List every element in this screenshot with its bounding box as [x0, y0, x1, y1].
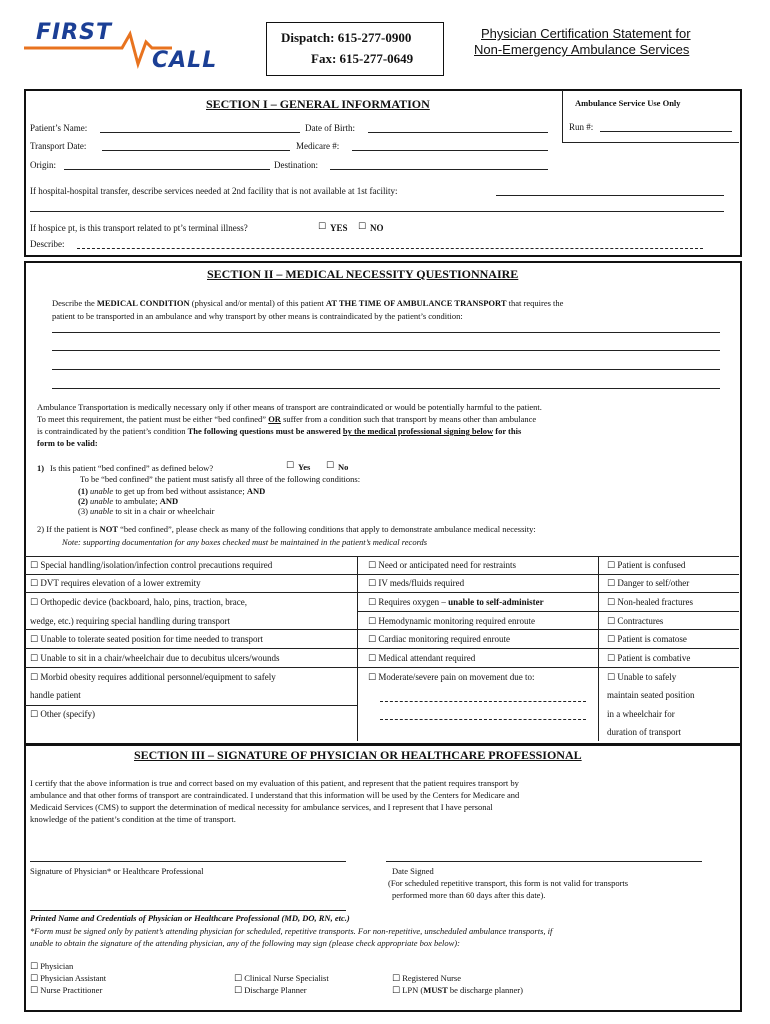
cond-pain[interactable]: ☐ Moderate/severe pain on movement due to:: [368, 672, 535, 683]
cond-confused[interactable]: ☐ Patient is confused: [607, 560, 686, 571]
transport-date-field[interactable]: [102, 150, 290, 151]
condition-line-4[interactable]: [52, 388, 720, 389]
document-title-1: Physician Certification Statement for: [481, 26, 691, 41]
q2-note: Note: supporting documentation for any boxes checked must be maintained in the patient’s medical records: [62, 537, 428, 547]
pain-field-2[interactable]: [380, 719, 586, 720]
cond-fractures[interactable]: ☐ Non-healed fractures: [607, 597, 694, 608]
cond-danger[interactable]: ☐ Danger to self/other: [607, 578, 690, 589]
ambulance-use-label: Ambulance Service Use Only: [575, 98, 681, 108]
pain-field-1[interactable]: [380, 701, 586, 702]
condition-line-3[interactable]: [52, 369, 720, 370]
necessity-para-3: is contraindicated by the patient’s condition The following questions must be answered by the medical professional signing below for this: [37, 426, 522, 436]
certification-3: Medicaid Services (CMS) to support the determination of medical necessity for ambulance services, and I represent that I have personal: [30, 802, 493, 812]
cond-unable-seated-4: duration of transport: [607, 727, 681, 737]
cond-iv-meds[interactable]: ☐ IV meds/fluids required: [368, 578, 465, 589]
describe-label: Describe:: [30, 239, 65, 249]
signer-note-2: unable to obtain the signature of the attending physician, any of the following may sign (please check appropriate box below):: [30, 938, 460, 948]
q1-no-label: No: [338, 462, 349, 472]
transfer-question: If hospital-hospital transfer, describe services needed at 2nd facility that is not available at 1st facility:: [30, 186, 398, 196]
cond-combative[interactable]: ☐ Patient is combative: [607, 653, 691, 664]
document-title-2: Non-Emergency Ambulance Services: [474, 42, 690, 57]
condition-2: (2) unable to ambulate; AND: [78, 496, 179, 506]
cond-special-handling[interactable]: ☐ Special handling/isolation/infection control precautions required: [30, 560, 273, 571]
destination-field[interactable]: [330, 169, 548, 170]
date-note-2: performed more than 60 days after this date).: [392, 890, 546, 900]
certification-2: ambulance and that other forms of transport are contraindicated. I understand that this information will be used by the Centers for Medicare and: [30, 790, 520, 800]
condition-line-2[interactable]: [52, 350, 720, 351]
section-1-title: SECTION I – GENERAL INFORMATION: [206, 97, 430, 111]
describe-instruction: Describe the MEDICAL CONDITION (physical and/or mental) of this patient AT THE TIME OF AMBULANCE TRANSPORT that requires the: [52, 298, 564, 308]
opt-physician[interactable]: ☐ Physician: [30, 961, 74, 972]
opt-lpn[interactable]: ☐ LPN (MUST be discharge planner): [392, 985, 523, 996]
opt-nurse-practitioner[interactable]: ☐ Nurse Practitioner: [30, 985, 103, 996]
date-note-1: (For scheduled repetitive transport, this form is not valid for transports: [388, 878, 629, 888]
cond-cardiac[interactable]: ☐ Cardiac monitoring required enroute: [368, 634, 511, 645]
cond-orthopedic-2: wedge, etc.) requiring special handling during transport: [30, 616, 230, 626]
cond-decubitus[interactable]: ☐ Unable to sit in a chair/wheelchair due to decubitus ulcers/wounds: [30, 653, 280, 664]
hospice-yes-checkbox[interactable]: ☐: [318, 222, 327, 232]
signature-field[interactable]: [30, 861, 346, 862]
origin-label: Origin:: [30, 160, 56, 170]
necessity-para-2: To meet this requirement, the patient must be either “bed confined” OR suffer from a condition such that transport by means other than ambulance: [37, 414, 537, 424]
cond-oxygen[interactable]: ☐ Requires oxygen – unable to self-administer: [368, 597, 544, 608]
cond-restraints[interactable]: ☐ Need or anticipated need for restraints: [368, 560, 517, 571]
run-field[interactable]: [600, 131, 732, 132]
cond-unable-seated[interactable]: ☐ Unable to safely: [607, 672, 677, 683]
transport-date-label: Transport Date:: [30, 141, 87, 151]
signature-label: Signature of Physician* or Healthcare Professional: [30, 866, 204, 876]
date-signed-field[interactable]: [386, 861, 702, 862]
printed-name-field[interactable]: [30, 910, 346, 911]
hospice-no-label: NO: [370, 223, 384, 233]
q1-definition: To be “bed confined” the patient must satisfy all three of the following conditions:: [80, 474, 361, 484]
cond-comatose[interactable]: ☐ Patient is comatose: [607, 634, 687, 645]
certification-4: knowledge of the patient’s condition at the time of transport.: [30, 814, 236, 824]
q1-no-checkbox[interactable]: ☐: [326, 461, 335, 471]
section-2-title: SECTION II – MEDICAL NECESSITY QUESTIONNAIRE: [207, 267, 519, 281]
company-logo: [22, 18, 222, 80]
patient-name-field[interactable]: [100, 132, 300, 133]
hospice-yes-label: YES: [330, 223, 348, 233]
q1-yes-label: Yes: [298, 462, 311, 472]
certification-1: I certify that the above information is true and correct based on my evaluation of this patient, and represent that the patient requires transport by: [30, 778, 519, 788]
origin-field[interactable]: [64, 169, 270, 170]
transfer-field-2[interactable]: [30, 211, 724, 212]
hospice-question: If hospice pt, is this transport related to pt’s terminal illness?: [30, 223, 248, 233]
transfer-field[interactable]: [496, 195, 724, 196]
condition-line-1[interactable]: [52, 332, 720, 333]
cond-other[interactable]: ☐ Other (specify): [30, 709, 96, 720]
q1-text: Is this patient “bed confined” as defined below?: [50, 463, 214, 473]
cond-dvt[interactable]: ☐ DVT requires elevation of a lower extremity: [30, 578, 201, 589]
condition-1: (1) unable to get up from bed without assistance; AND: [78, 486, 266, 496]
date-signed-label: Date Signed: [392, 866, 434, 876]
cond-medical-attendant[interactable]: ☐ Medical attendant required: [368, 653, 476, 664]
destination-label: Destination:: [274, 160, 318, 170]
run-label: Run #:: [569, 122, 594, 132]
opt-registered-nurse[interactable]: ☐ Registered Nurse: [392, 973, 461, 984]
fax-number: Fax: 615-277-0649: [311, 51, 414, 66]
medicare-label: Medicare #:: [296, 141, 340, 151]
hospice-no-checkbox[interactable]: ☐: [358, 222, 367, 232]
logo-first: FIRST: [36, 20, 113, 45]
contact-box: [266, 22, 444, 76]
necessity-para-4: form to be valid:: [37, 438, 98, 448]
patient-name-label: Patient’s Name:: [30, 123, 88, 133]
cond-seated-tolerance[interactable]: ☐ Unable to tolerate seated position for time needed to transport: [30, 634, 264, 645]
opt-clinical-nurse-specialist[interactable]: ☐ Clinical Nurse Specialist: [234, 973, 329, 984]
cond-unable-seated-3: in a wheelchair for: [607, 709, 675, 719]
q1-yes-checkbox[interactable]: ☐: [286, 461, 295, 471]
cond-hemodynamic[interactable]: ☐ Hemodynamic monitoring required enroute: [368, 616, 536, 627]
dispatch-number: Dispatch: 615-277-0900: [281, 30, 412, 45]
opt-discharge-planner[interactable]: ☐ Discharge Planner: [234, 985, 307, 996]
describe-instruction-2: patient to be transported in an ambulance and why transport by other means is contraindicated by the patient’s condition:: [52, 311, 463, 321]
q1-number: 1): [37, 463, 45, 473]
describe-field[interactable]: [77, 248, 703, 249]
cond-obesity[interactable]: ☐ Morbid obesity requires additional personnel/equipment to safely: [30, 672, 276, 683]
printed-name-label: Printed Name and Credentials of Physician or Healthcare Professional (MD, DO, RN, etc.): [30, 913, 350, 923]
q2-text: 2) If the patient is NOT “bed confined”, please check as many of the following conditions that apply to demonstrate ambulance medical necessity:: [37, 524, 536, 534]
signer-note-1: *Form must be signed only by patient’s attending physician for scheduled, repetitive transports. For non-repetitive, unscheduled ambulance transports, if: [30, 926, 553, 936]
medicare-field[interactable]: [352, 150, 548, 151]
dob-label: Date of Birth:: [305, 123, 355, 133]
cond-obesity-2: handle patient: [30, 690, 81, 700]
dob-field[interactable]: [368, 132, 548, 133]
condition-3: (3) unable to sit in a chair or wheelchair: [78, 506, 215, 516]
opt-physician-assistant[interactable]: ☐ Physician Assistant: [30, 973, 107, 984]
cond-orthopedic[interactable]: ☐ Orthopedic device (backboard, halo, pins, traction, brace,: [30, 597, 247, 608]
cond-contractures[interactable]: ☐ Contractures: [607, 616, 664, 627]
section-3-title: SECTION III – SIGNATURE OF PHYSICIAN OR HEALTHCARE PROFESSIONAL: [134, 748, 582, 762]
cond-unable-seated-2: maintain seated position: [607, 690, 695, 700]
necessity-para-1: Ambulance Transportation is medically necessary only if other means of transport are contraindicated or would be potentially harmful to the patient.: [37, 402, 542, 412]
logo-call: CALL: [152, 48, 218, 73]
